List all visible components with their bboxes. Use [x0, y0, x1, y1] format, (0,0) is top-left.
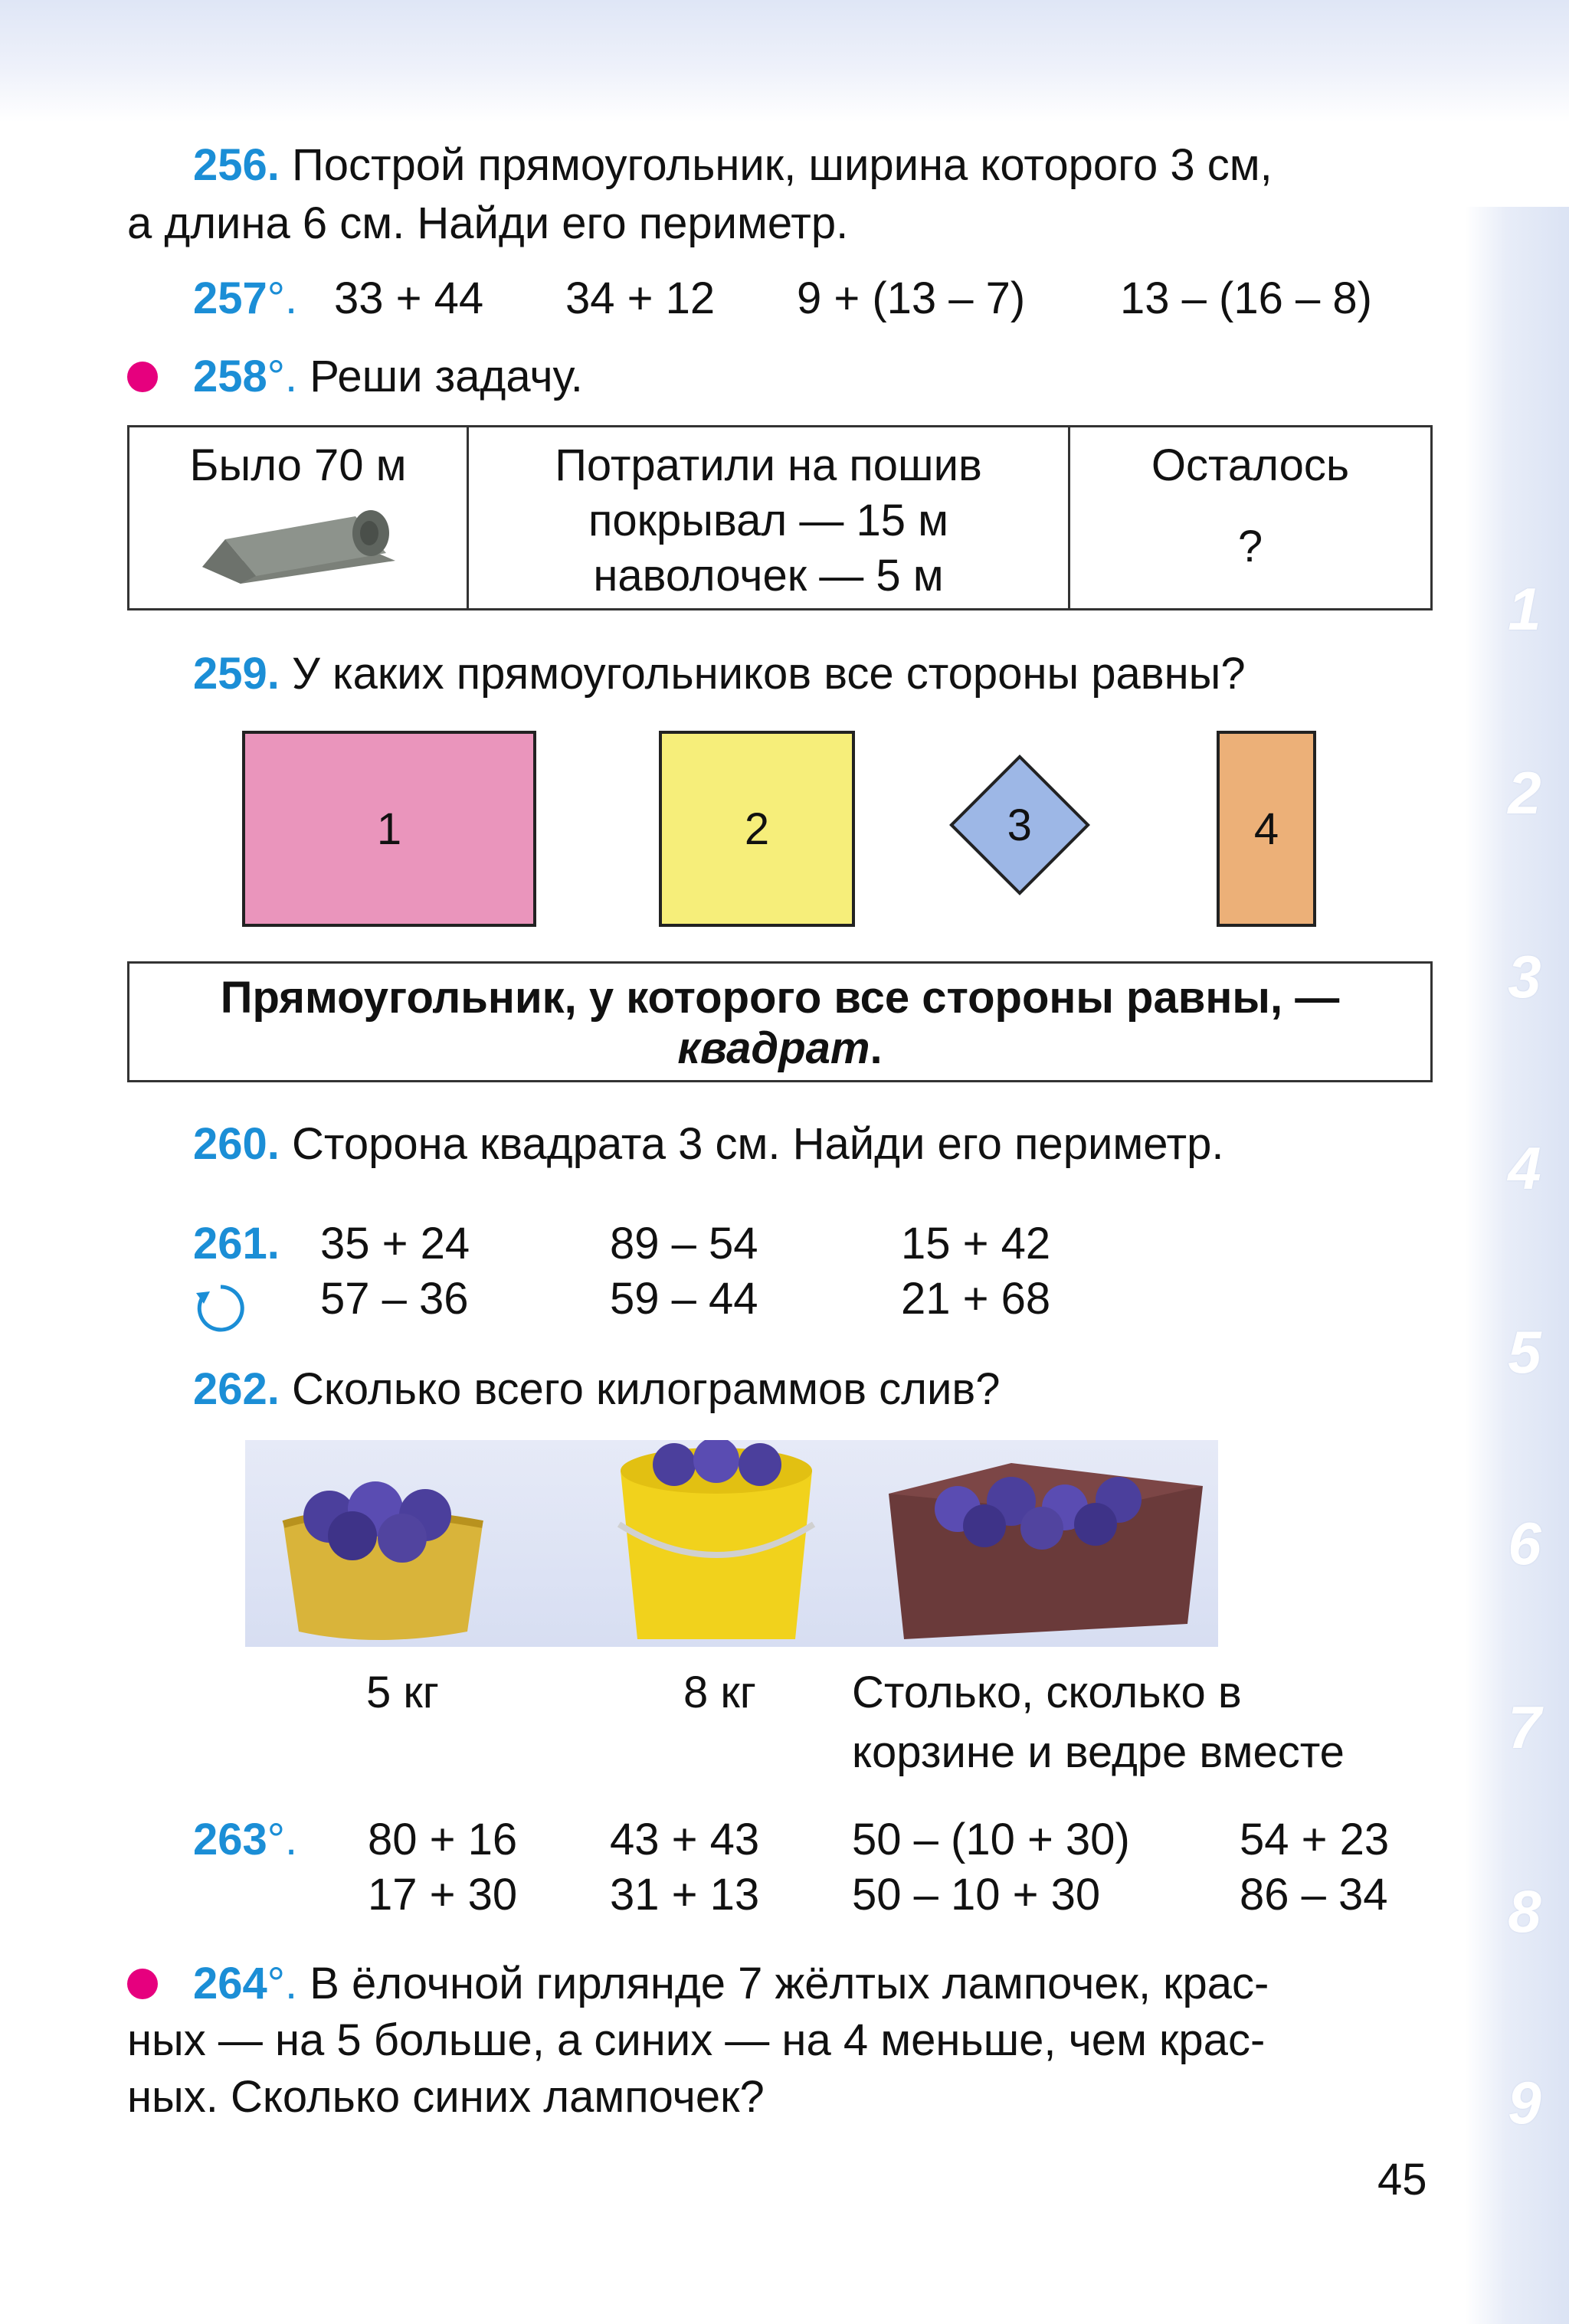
definition-end: . — [870, 1023, 883, 1073]
exercise-number: 257 — [193, 273, 267, 323]
cell-text: Было 70 м — [189, 440, 407, 490]
expression: 21 + 68 — [901, 1274, 1051, 1324]
shape-label: 3 — [1007, 800, 1033, 850]
exercise-text: Построй прямоугольник, ширина которого 3 см, — [292, 140, 1273, 190]
side-number: 6 — [1508, 1510, 1541, 1577]
weight-label-crate-line2: корзине и ведре вместе — [852, 1727, 1345, 1777]
side-number: 3 — [1508, 943, 1541, 1010]
expression: 43 + 43 — [610, 1815, 760, 1864]
exercise-258-line — [193, 349, 583, 404]
expression: 17 + 30 — [368, 1870, 518, 1920]
expression: 59 – 44 — [610, 1274, 758, 1324]
definition-text: Прямоугольник, у которого все стороны равны, — — [220, 973, 1340, 1023]
repeat-cycle-icon — [193, 1281, 248, 1336]
rectangle-1 — [242, 731, 536, 927]
exercise-text: У каких прямоугольников все стороны равны? — [292, 649, 1246, 699]
exercise-263-number — [193, 1812, 297, 1867]
page-header-band — [0, 0, 1569, 123]
exercise-number: 263 — [193, 1815, 267, 1864]
exercise-text: Сколько всего килограммов слив? — [292, 1364, 1001, 1414]
side-number: 8 — [1508, 1877, 1541, 1945]
problem-table — [127, 425, 1433, 610]
side-number: 5 — [1508, 1318, 1541, 1386]
exercise-260-line — [193, 1117, 1224, 1172]
degree-mark: °. — [267, 1959, 298, 2008]
shape-label: 1 — [376, 804, 402, 854]
fabric-roll-image — [195, 499, 401, 584]
shape-label: 4 — [1253, 804, 1279, 854]
expression: 54 + 23 — [1240, 1815, 1390, 1864]
degree-mark: °. — [267, 273, 298, 323]
expression: 86 – 34 — [1240, 1870, 1388, 1920]
weight-label-basket: 5 кг — [366, 1668, 439, 1717]
weight-label-bucket: 8 кг — [683, 1668, 756, 1717]
side-number: 2 — [1508, 759, 1541, 826]
exercise-number: 258 — [193, 352, 267, 401]
exercise-264-line1 — [193, 1956, 1269, 2011]
exercise-261-number — [193, 1216, 280, 1272]
expression: 34 + 12 — [565, 273, 716, 323]
exercise-264-line2: ных — на 5 больше, а синих — на 4 меньше, чем крас- — [127, 2015, 1266, 2065]
exercise-number: 259. — [193, 649, 280, 699]
square-2 — [659, 731, 855, 927]
exercise-text: В ёлочной гирлянде 7 жёлтых лампочек, крас- — [310, 1959, 1269, 2008]
expression: 13 – (16 – 8) — [1120, 273, 1372, 323]
bucket-image — [619, 1440, 814, 1639]
expression: 31 + 13 — [610, 1870, 760, 1920]
expression: 33 + 44 — [334, 273, 484, 323]
side-number: 9 — [1508, 2069, 1541, 2136]
expression: 50 – 10 + 30 — [852, 1870, 1101, 1920]
exercise-text: Сторона квадрата 3 см. Найди его периметр. — [292, 1119, 1224, 1169]
table-cell-before — [129, 427, 467, 608]
cell-text: Потратили на пошив — [555, 440, 982, 490]
side-number: 4 — [1508, 1134, 1541, 1202]
exercise-256-line1 — [193, 138, 1273, 193]
table-cell-remaining — [1070, 427, 1430, 608]
cell-text: Осталось — [1151, 440, 1350, 490]
square-3-rotated — [949, 754, 1090, 895]
shape-label: 2 — [744, 804, 770, 854]
exercise-number: 256. — [193, 140, 280, 190]
exercise-256-line2: а длина 6 см. Найди его периметр. — [127, 198, 849, 248]
definition-term: квадрат — [677, 1023, 870, 1073]
cell-text: наволочек — 5 м — [593, 551, 944, 601]
expression: 89 – 54 — [610, 1219, 758, 1268]
table-cell-used — [469, 427, 1068, 608]
side-index-band — [1465, 207, 1569, 2324]
exercise-number: 264 — [193, 1959, 267, 2008]
exercise-number: 262. — [193, 1364, 280, 1414]
cell-text: покрывал — 15 м — [588, 496, 948, 545]
crate-image — [889, 1463, 1203, 1639]
exercise-number: 260. — [193, 1119, 280, 1169]
expression: 50 – (10 + 30) — [852, 1815, 1130, 1864]
weight-label-crate-line1: Столько, сколько в — [852, 1668, 1242, 1717]
degree-mark: °. — [267, 1815, 298, 1864]
basket-image — [283, 1481, 483, 1640]
exercise-262-line — [193, 1362, 1000, 1417]
page-number: 45 — [1377, 2155, 1427, 2205]
expression: 15 + 42 — [901, 1219, 1051, 1268]
expression: 57 – 36 — [320, 1274, 469, 1324]
rectangle-4 — [1217, 731, 1316, 927]
degree-mark: °. — [267, 352, 298, 401]
side-number: 1 — [1508, 575, 1541, 643]
marker-dot — [127, 362, 158, 392]
expression: 80 + 16 — [368, 1815, 518, 1864]
exercise-text: Реши задачу. — [310, 352, 583, 401]
exercise-259-line — [193, 646, 1246, 702]
expression: 35 + 24 — [320, 1219, 470, 1268]
marker-dot — [127, 1969, 158, 1999]
definition-box — [127, 961, 1433, 1082]
exercise-number: 261. — [193, 1219, 280, 1268]
exercise-264-line3: ных. Сколько синих лампочек? — [127, 2072, 765, 2122]
exercise-257-number — [193, 271, 297, 326]
side-number: 7 — [1508, 1694, 1541, 1761]
plums-illustration — [245, 1440, 1218, 1647]
expression: 9 + (13 – 7) — [797, 273, 1026, 323]
cell-text: ? — [1237, 522, 1263, 571]
